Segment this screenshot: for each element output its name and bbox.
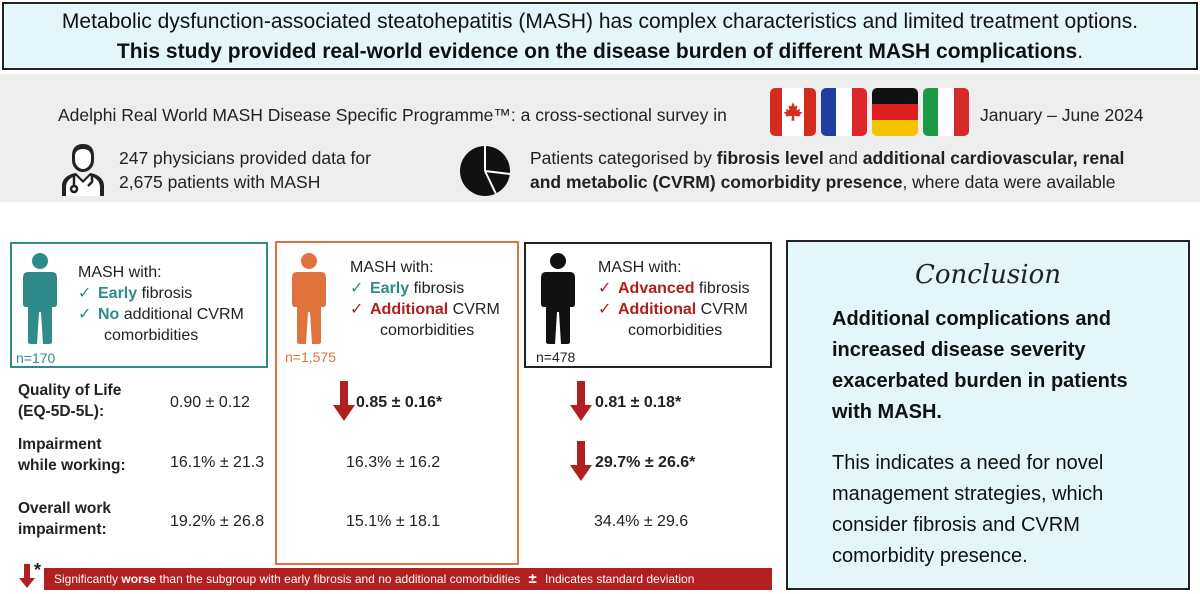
group-3-item-1-bold: Advanced	[618, 280, 695, 297]
conclusion-key-finding	[832, 304, 1172, 428]
footnote-text-2: than the subgroup with early fibrosis and no additional comorbidities	[156, 572, 521, 586]
down-arrow-icon	[570, 441, 592, 481]
group-2-item-2-rest: CVRM	[448, 301, 500, 318]
group-3-item-2-rest: CVRM	[696, 301, 748, 318]
overall-value-group-2: 15.1% ± 18.1	[346, 513, 441, 530]
group-2-count: n=1,575	[285, 349, 336, 365]
conclusion-title: Conclusion	[915, 260, 1061, 290]
group-2-item-1	[350, 278, 500, 299]
qol-value-group-3: 0.81 ± 0.18*	[595, 394, 682, 411]
row-label-overall-work-impairment	[18, 498, 111, 540]
group-2-item-2-line-2: comorbidities	[380, 322, 475, 339]
row-label-qol-line-1: Quality of Life	[18, 382, 122, 399]
check-icon: ✓	[598, 280, 612, 297]
group-3-heading: MASH with:	[598, 259, 682, 276]
categorisation-line-2	[530, 170, 1124, 194]
row-label-impairment-while-working	[18, 434, 126, 476]
person-icon-orange	[291, 252, 327, 344]
categorisation-cvrm-2: and metabolic (CVRM) comorbidity presence	[530, 172, 903, 192]
footnote-text-1: Significantly	[54, 572, 122, 586]
person-icon-teal	[22, 252, 58, 344]
group-3-item-1-rest: fibrosis	[694, 280, 750, 297]
header-line-2-text: This study provided real-world evidence on the disease burden of different MASH complications	[116, 40, 1078, 63]
conclusion-body-line-1: This indicates a need for novel	[832, 452, 1104, 474]
survey-dates: January – June 2024	[980, 105, 1144, 125]
overall-value-group-1: 19.2% ± 26.8	[170, 513, 265, 530]
person-icon-black	[540, 252, 576, 344]
overall-value-group-3: 34.4% ± 29.6	[594, 513, 689, 530]
check-icon: ✓	[78, 306, 92, 323]
footnote-worse: worse	[121, 572, 157, 586]
group-1-count: n=170	[16, 350, 56, 366]
down-arrow-icon	[333, 381, 355, 421]
categorisation-cvrm-1: additional cardiovascular, renal	[862, 148, 1125, 168]
pie-chart-icon	[458, 144, 512, 198]
impairment-value-group-3: 29.7% ± 26.6*	[595, 454, 696, 471]
row-label-impairment-line-1: Impairment	[18, 436, 102, 453]
conclusion-body-line-2: management strategies, which	[832, 483, 1104, 505]
group-1-item-2	[78, 304, 244, 325]
group-2-heading: MASH with:	[350, 259, 434, 276]
categorisation-fibrosis: fibrosis level	[716, 148, 824, 168]
group-2-item-1-bold: Early	[370, 280, 410, 297]
conclusion-key-line-1: Additional complications and	[832, 308, 1111, 330]
germany-flag-icon	[872, 88, 918, 136]
physicians-line-1: 247 physicians provided data for	[119, 148, 371, 168]
group-1-item-1	[78, 283, 244, 304]
row-label-quality-of-life	[18, 380, 121, 422]
group-1-item-2-bold: No	[98, 306, 120, 323]
group-1-criteria	[78, 262, 244, 346]
conclusion-panel	[786, 240, 1190, 590]
group-1-heading: MASH with:	[78, 264, 162, 281]
check-icon: ✓	[78, 285, 92, 302]
group-3-count: n=478	[536, 349, 576, 365]
survey-description: Adelphi Real World MASH Disease Specific Programme™: a cross-sectional survey in	[58, 105, 727, 125]
group-1-item-1-bold: Early	[98, 285, 138, 302]
conclusion-key-line-4: with MASH.	[832, 401, 942, 423]
check-icon: ✓	[350, 301, 364, 318]
group-3-criteria	[598, 257, 750, 341]
header-banner	[2, 2, 1198, 70]
header-line-2-period: .	[1077, 40, 1084, 63]
physicians-line-2: 2,675 patients with MASH	[119, 172, 321, 192]
categorisation-text-1: Patients categorised by	[530, 148, 717, 168]
impairment-value-group-2: 16.3% ± 16.2	[346, 454, 441, 471]
footnote-asterisk: *	[34, 560, 42, 580]
france-flag-icon	[821, 88, 867, 136]
impairment-value-group-1: 16.1% ± 21.3	[170, 454, 265, 471]
group-2-criteria	[350, 257, 500, 341]
group-2-item-1-rest: fibrosis	[409, 280, 465, 297]
country-flags	[770, 88, 969, 136]
group-3-item-2-bold: Additional	[618, 301, 697, 318]
categorisation-summary	[530, 146, 1124, 194]
qol-value-group-2: 0.85 ± 0.16*	[356, 394, 443, 411]
conclusion-key-line-3: exacerbated burden in patients	[832, 370, 1128, 392]
group-1-item-1-rest: fibrosis	[137, 285, 193, 302]
conclusion-implication	[832, 448, 1172, 572]
group-1-item-2-line-2: comorbidities	[104, 327, 199, 344]
conclusion-body-line-4: comorbidity presence.	[832, 545, 1028, 567]
group-2-item-2	[350, 299, 500, 320]
row-label-overall-line-1: Overall work	[18, 500, 112, 517]
group-2-item-2-bold: Additional	[370, 301, 449, 318]
check-icon: ✓	[350, 280, 364, 297]
categorisation-line-1	[530, 146, 1124, 170]
canada-flag-icon	[770, 88, 816, 136]
footnote-bar	[44, 568, 772, 590]
plus-minus-icon: ±	[528, 570, 537, 587]
group-3-item-2	[598, 299, 750, 320]
row-label-overall-line-2: impairment:	[18, 521, 107, 538]
down-arrow-icon	[570, 381, 592, 421]
row-label-impairment-line-2: while working:	[18, 457, 126, 474]
check-icon: ✓	[598, 301, 612, 318]
italy-flag-icon	[923, 88, 969, 136]
group-1-item-2-rest: additional CVRM	[119, 306, 244, 323]
group-3-item-1	[598, 278, 750, 299]
down-arrow-icon	[19, 564, 35, 588]
header-line-1: Metabolic dysfunction-associated steatohepatitis (MASH) has complex characteristics and limited treatment options.	[61, 10, 1139, 33]
qol-value-group-1: 0.90 ± 0.12	[170, 394, 250, 411]
row-label-qol-line-2: (EQ-5D-5L):	[18, 403, 105, 420]
conclusion-key-line-2: increased disease severity	[832, 339, 1086, 361]
categorisation-text-3: , where data were available	[902, 172, 1116, 192]
physicians-summary	[119, 146, 371, 194]
conclusion-body-line-3: consider fibrosis and CVRM	[832, 514, 1080, 536]
header-line-2	[4, 37, 1196, 67]
categorisation-text-2: and	[823, 148, 863, 168]
doctor-icon	[60, 142, 106, 196]
footnote-text-3: Indicates standard deviation	[541, 572, 695, 586]
group-3-item-2-line-2: comorbidities	[628, 322, 723, 339]
